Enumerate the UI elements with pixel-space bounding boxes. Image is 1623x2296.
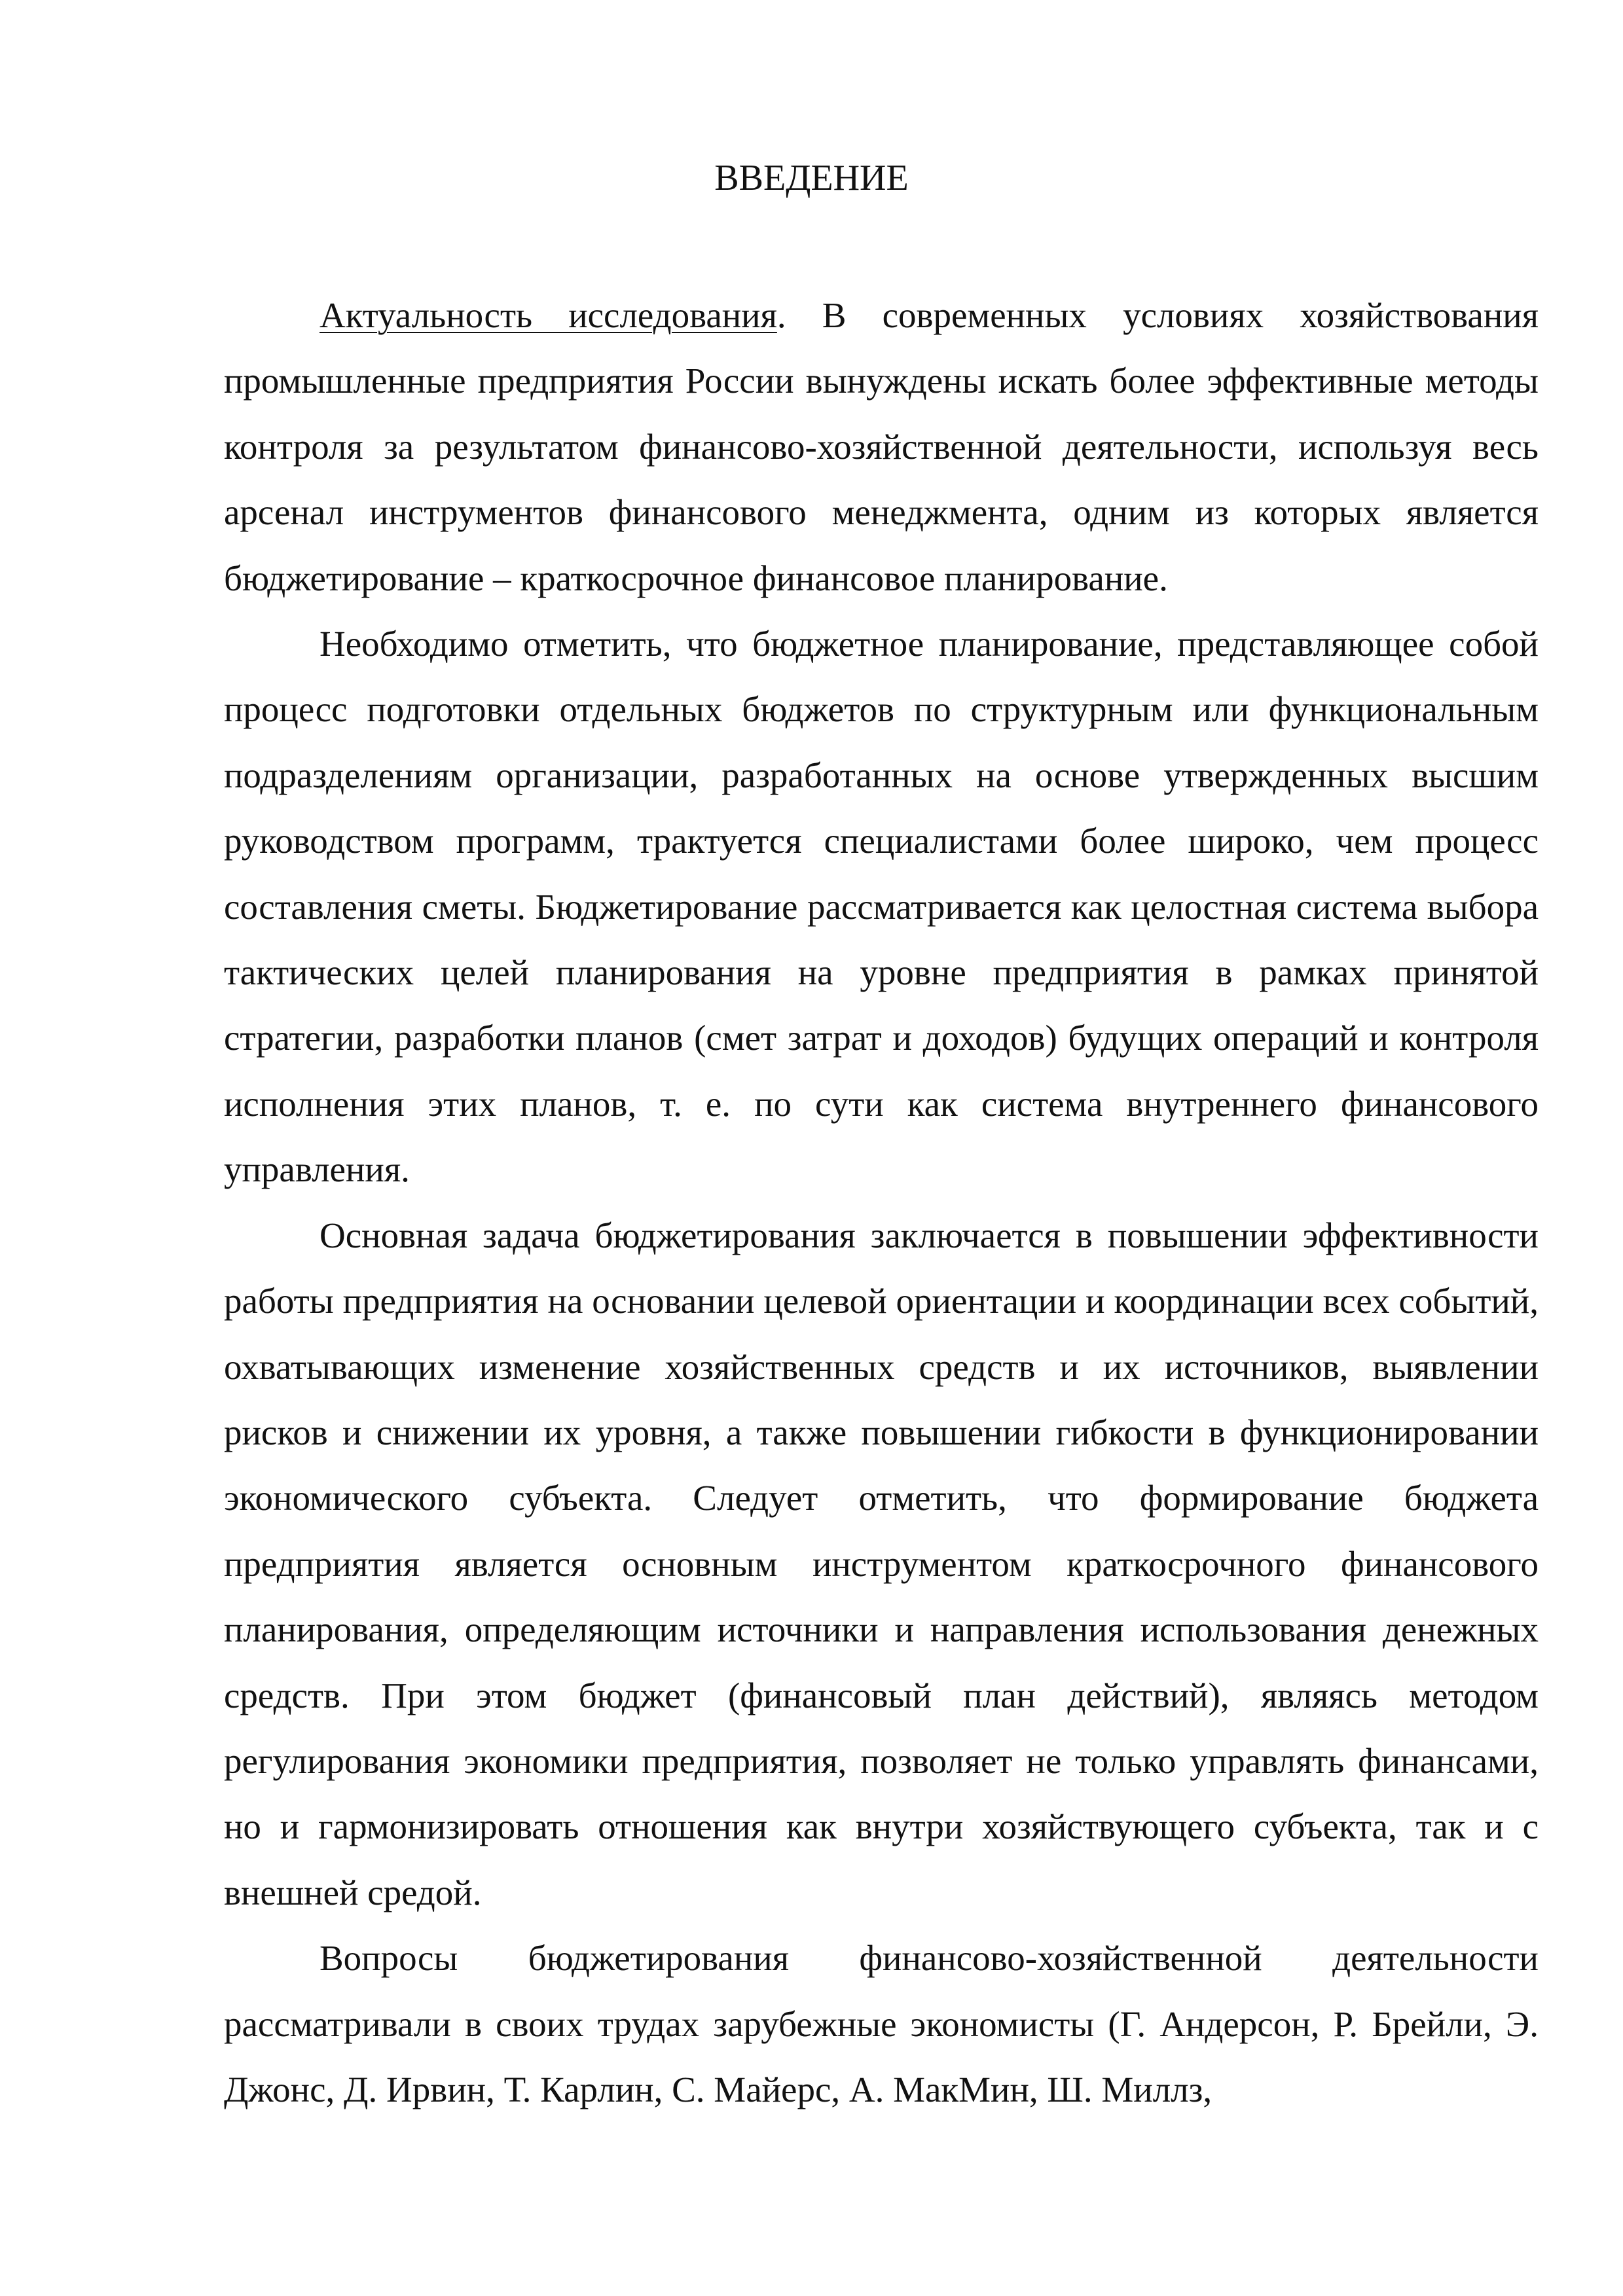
underlined-heading: Актуальность исследования bbox=[319, 295, 777, 335]
paragraph-literature: Вопросы бюджетирования финансово-хозяйственной деятельности рассматривали в своих трудах зарубежные экономисты (Г. Андерсон, Р. Брейли, Э. Джонс, Д. Ирвин, Т. Карлин, С. Майерс, А. МакМин, Ш. Миллз, bbox=[224, 1938, 1539, 2109]
paragraph-relevance bbox=[224, 283, 1539, 611]
paragraph-budget-planning: Необходимо отметить, что бюджетное планирование, представляющее собой процесс подготовки отдельных бюджетов по структурным или функциональным подразделениям организации, разработанных на основе утвержденных высшим руководством программ, трактуется специалистами более широко, чем процесс составления сметы. Бюджетирование рассматривается как целостная система выбора тактических целей планирования на уровне предприятия в рамках принятой стратегии, разработки планов (смет затрат и доходов) будущих операций и контроля исполнения этих планов, т. е. по сути как система внутреннего финансового управления. bbox=[224, 624, 1539, 1190]
paragraph-main-task: Основная задача бюджетирования заключается в повышении эффективности работы предприятия на основании целевой ориентации и координации всех событий, охватывающих изменение хозяйственных средств и их источников, выявлении рисков и снижении их уровня, а также повышении гибкости в функционировании экономического субъекта. Следует отметить, что формирование бюджета предприятия является основным инструментом краткосрочного финансового планирования, определяющим источники и направления использования денежных средств. При этом бюджет (финансовый план действий), являясь методом регулирования экономики предприятия, позволяет не только управлять финансами, но и гармонизировать отношения как внутри хозяйствующего субъекта, так и с внешней средой. bbox=[224, 1215, 1539, 1912]
page-title: ВВЕДЕНИЕ bbox=[714, 158, 909, 198]
paragraph-text: . В современных условиях хозяйствования промышленные предприятия России вынуждены искать более эффективные методы контроля за результатом финансово-хозяйственной деятельности, используя весь арсенал инструментов финансового менеджмента, одним из которых является бюджетирование – краткосрочное финансовое планирование. bbox=[224, 295, 1539, 598]
document-body bbox=[224, 283, 1539, 2123]
